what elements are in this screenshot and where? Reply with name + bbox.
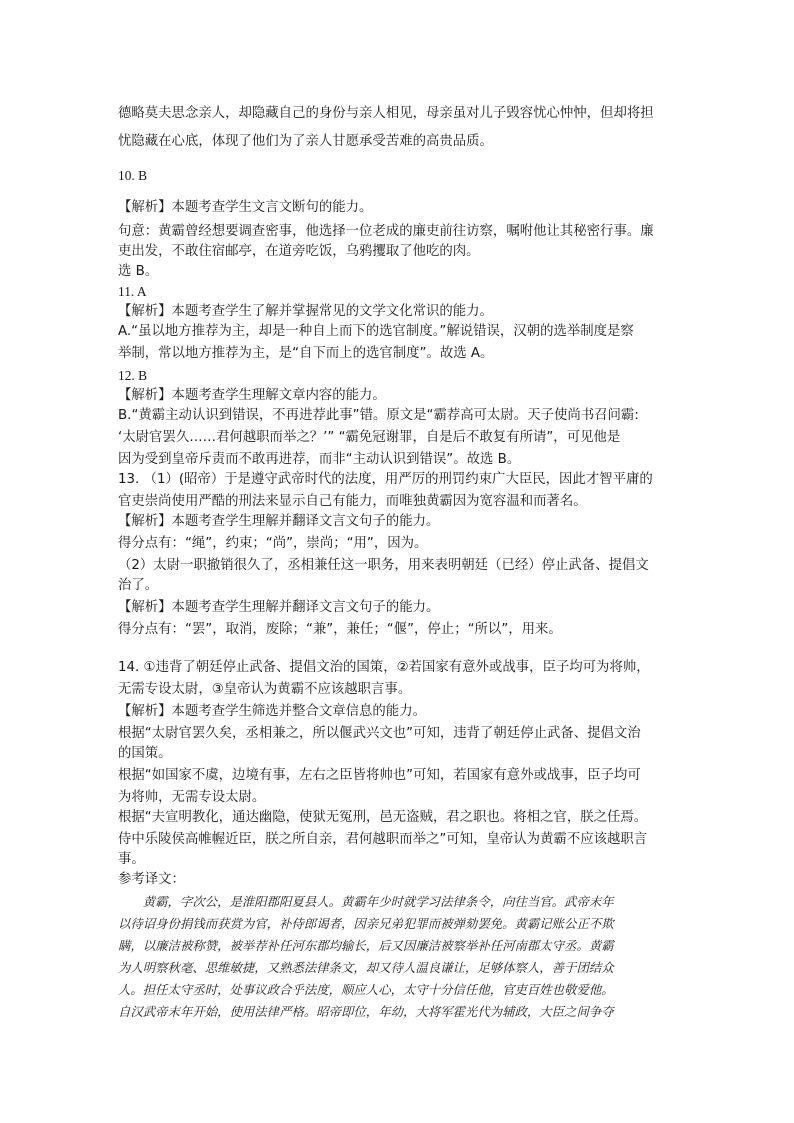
analysis-line: 【解析】本题考查学生理解并翻译文言文句子的能力。 — [118, 514, 440, 529]
answer-number: 12. B — [118, 368, 148, 383]
translation-line: 自汉武帝末年开始，使用法律严格。昭帝即位，年幼，大将军霍光代为辅政，大臣之间争夺 — [118, 1004, 614, 1019]
answer-number: 10. B — [118, 168, 148, 183]
text-line: 举制，常以地方推荐为主，是“自下而上的选官制度”。故选 A。 — [118, 346, 494, 361]
text-line: 选 B。 — [118, 264, 159, 279]
section-heading: 参考译文： — [118, 872, 185, 887]
text-line: 官吏崇尚使用严酷的刑法来显示自己有能力，而唯独黄霸因为宽容温和而著名。 — [118, 494, 587, 509]
text-line: A.“虽以地方推荐为主，却是一种自上而下的选官制度。”解说错误，汉朝的选举制度是察 — [118, 324, 634, 339]
analysis-line: 【解析】本题考查学生理解文章内容的能力。 — [118, 388, 386, 403]
text-line: 侍中乐陵侯高帷幄近臣，朕之所自亲，君何越职而举之”可知，皇帝认为黄霸不应该越职言 — [118, 832, 648, 847]
text-line: 事。 — [118, 852, 145, 867]
answer-number: 11. A — [118, 284, 147, 299]
text-line: 根据“如国家不虞，边境有事，左右之臣皆将帅也”可知，若国家有意外或战事，臣子均可 — [118, 768, 641, 783]
text-line: 的国策。 — [118, 746, 172, 761]
text-line: 因为受到皇帝斥责而不敢再进荐，而非“主动认识到错误”。故选 B。 — [118, 452, 521, 467]
text-line: 治了。 — [118, 578, 159, 593]
text-line: （2）太尉一职撤销很久了，丞相兼任这一职务，用来表明朝廷（已经）停止武备、提倡文 — [118, 558, 649, 573]
analysis-line: 【解析】本题考查学生文言文断句的能力。 — [118, 200, 373, 215]
text-line: 德略莫夫思念亲人，却隐藏自己的身份与亲人相见，母亲虽对儿子毁容忧心忡忡，但却将担 — [118, 106, 654, 121]
translation-line: 黄霸，字次公，是淮阳郡阳夏县人。黄霸年少时就学习法律条令，向往当官。武帝末年 — [118, 894, 614, 909]
text-line: B.“黄霸主动认识到错误，不再进荐此事”错。原文是“霸荐高可太尉。天子使尚书召问霸: — [118, 408, 639, 423]
analysis-line: 【解析】本题考查学生理解并翻译文言文句子的能力。 — [118, 600, 440, 615]
translation-line: 为人明察秋毫、思维敏捷，又熟悉法律条文，却又待人温良谦让，足够体察人，善于团结众 — [118, 960, 614, 975]
translation-line: 人。担任太守丞时，处事议政合乎法度，顺应人心，太守十分信任他，官吏百姓也敬爱他。 — [118, 982, 614, 997]
translation-line: 以待诏身份捐钱而获赏为官，补侍郎谒者，因亲兄弟犯罪而被弹劾罢免。黄霸记账公正不欺 — [118, 916, 614, 931]
analysis-line: 【解析】本题考查学生筛选并整合文章信息的能力。 — [118, 704, 426, 719]
text-line: 得分点有：“罢”，取消，废除；“兼”，兼任；“偃”，停止；“所以”，用来。 — [118, 622, 562, 637]
text-line: 14. ①违背了朝廷停止武备、提倡文治的国策，②若国家有意外或战事，臣子均可为将帅， — [118, 660, 650, 675]
text-line: 为将帅，无需专设太尉。 — [118, 790, 266, 805]
translation-line: 瞒，以廉洁被称赞，被举荐补任河东郡均输长，后又因廉洁被察举补任河南郡太守丞。黄霸 — [118, 938, 614, 953]
text-line: 根据“夫宣明教化，通达幽隐，使狱无冤刑，邑无盗贼，君之职也。将相之官，朕之任焉。 — [118, 810, 648, 825]
text-line: 忧隐藏在心底，体现了他们为了亲人甘愿承受苦难的高贵品质。 — [118, 134, 493, 149]
text-line: 根据“太尉官罢久矣，丞相兼之，所以偃武兴文也”可知，违背了朝廷停止武备、提倡文治 — [118, 726, 641, 741]
text-line: 吏出发，不敢住宿邮亭，在道旁吃饭，乌鸦攫取了他吃的肉。 — [118, 244, 480, 259]
text-line: 13. （1）(昭帝）于是遵守武帝时代的法度，用严厉的刑罚约束广大臣民，因此才智平庸的 — [118, 472, 653, 487]
text-line: ‘太尉官罢久……君何越职而举之？’” “霸免冠谢罪，自是后不敢复有所请”，可见他是 — [118, 430, 621, 445]
text-line: 句意：黄霸曾经想要调查密事，他选择一位老成的廉吏前往访察，嘱咐他让其秘密行事。廉 — [118, 224, 654, 239]
text-line: 无需专设太尉，③皇帝认为黄霸不应该越职言事。 — [118, 682, 412, 697]
analysis-line: 【解析】本题考查学生了解并掌握常见的文学文化常识的能力。 — [118, 304, 493, 319]
text-line: 得分点有：“绳”，约束；“尚”，崇尚；“用”，因为。 — [118, 536, 428, 551]
